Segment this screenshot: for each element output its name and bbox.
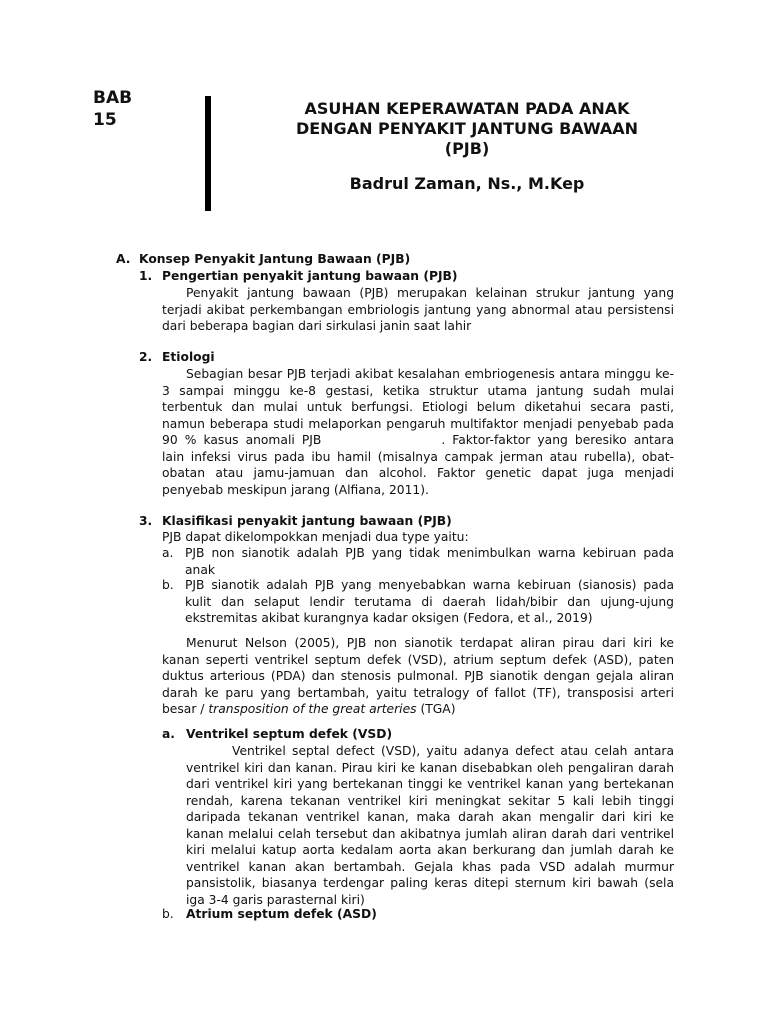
page-title [250, 99, 684, 159]
nelson-paragraph [162, 635, 674, 718]
etiologi-text-part-2: . Faktor-faktor yang beresiko antara lain infeksi virus pada ibu hamil (misalnya campak jerman atau rubella), obat-obatan atau jamu-jamuan dan alcohol. Faktor genetic dapat juga menjadi penyebab meskipun jarang (Alfiana, 2011). [162, 433, 674, 497]
nelson-italic-term: transposition of the great arteries [208, 702, 417, 716]
nelson-text-part-1: Menurut Nelson (2005), PJB non sianotik terdapat aliran pirau dari kiri ke kanan seperti ventrikel septum defek (VSD), atrium septum defek (ASD), paten duktus arterious (PDA) dan stenosis pulmonal. PJB sianotik dengan gejala aliran darah ke paru yang bertambah, yaitu tetralogy of fallot (TF), transposisi arteri besar / [162, 636, 674, 716]
nelson-text-part-2: (TGA) [416, 702, 456, 716]
section-a-marker: A. [116, 252, 131, 266]
title-line-1: ASUHAN KEPERAWATAN PADA ANAK [304, 99, 630, 118]
chapter-number: 15 [93, 110, 117, 130]
section-2-heading: Etiologi [162, 350, 215, 364]
header-divider [205, 96, 211, 211]
list-item-a: PJB non sianotik adalah PJB yang tidak menimbulkan warna kebiruan pada anak [185, 546, 674, 577]
chapter-label [93, 87, 173, 131]
etiologi-text-part-1: Sebagian besar PJB terjadi akibat kesalahan embriogenesis antara minggu ke-3 sampai minggu ke-8 gestasi, ketika struktur utama jantung sudah mulai terbentuk dan mulai untuk berfungsi. Etiologi belum diketahui secara pasti, namun beberapa studi melaporkan pengaruh multifaktor menjadi penyebab pada 90 % kasus anomali PJB [162, 367, 674, 447]
vsd-paragraph: Ventrikel septal defect (VSD), yaitu adanya defect atau celah antara ventrikel kiri dan kanan. Pirau kiri ke kanan disebabkan oleh pengaliran darah dari ventrikel kiri yang bertekanan tinggi ke ventrikel kanan yang bertekanan rendah, karena tekanan ventrikel kiri meningkat sekitar 5 kali lebih tinggi daripada tekanan ventrikel kanan, maka darah akan mengalir dari kiri ke kanan melalui celah tersebut dan akibatnya jumlah aliran darah dari ventrikel kiri melalui katup aorta kedalam aorta akan berkurang dan jumlah darah ke ventrikel kanan akan bertambah. Gejala khas pada VSD adalah murmur pansistolik, biasanya terdengar paling keras ditepi sternum kiri bawah (sela iga 3-4 garis parasternal kiri) [186, 744, 674, 907]
chapter-word: BAB [93, 88, 133, 108]
section-2-paragraph [162, 366, 674, 498]
section-a-heading: Konsep Penyakit Jantung Bawaan (PJB) [139, 252, 411, 266]
asd-heading: Atrium septum defek (ASD) [186, 907, 377, 921]
asd-marker: b. [162, 907, 174, 921]
section-3-intro: PJB dapat dikelompokkan menjadi dua type yaitu: [162, 530, 469, 544]
title-line-2: DENGAN PENYAKIT JANTUNG BAWAAN [295, 119, 639, 138]
list-item-a-marker: a. [162, 546, 174, 560]
list-item-b-marker: b. [162, 578, 174, 592]
vsd-heading: Ventrikel septum defek (VSD) [186, 727, 393, 741]
list-item-b: PJB sianotik adalah PJB yang menyebabkan warna kebiruan (sianosis) pada kulit dan selaput lendir terutama di daerah lidah/bibir dan ujung-ujung ekstremitas akibat kurangnya kadar oksigen (Fedora, et al., 2019) [185, 578, 674, 625]
title-line-3: (PJB) [444, 139, 490, 158]
section-2-marker: 2. [139, 350, 153, 364]
section-3-marker: 3. [139, 514, 153, 528]
section-1-heading: Pengertian penyakit jantung bawaan (PJB) [162, 269, 458, 283]
section-1-marker: 1. [139, 269, 153, 283]
section-1-paragraph: Penyakit jantung bawaan (PJB) merupakan kelainan strukur jantung yang terjadi akibat perkembangan embriologis jantung yang abnormal atau persistensi dari beberapa bagian dari sirkulasi janin saat lahir [162, 286, 674, 333]
author-name: Badrul Zaman, Ns., M.Kep [349, 174, 585, 193]
section-3-heading: Klasifikasi penyakit jantung bawaan (PJB) [162, 514, 452, 528]
vsd-marker: a. [162, 727, 175, 741]
